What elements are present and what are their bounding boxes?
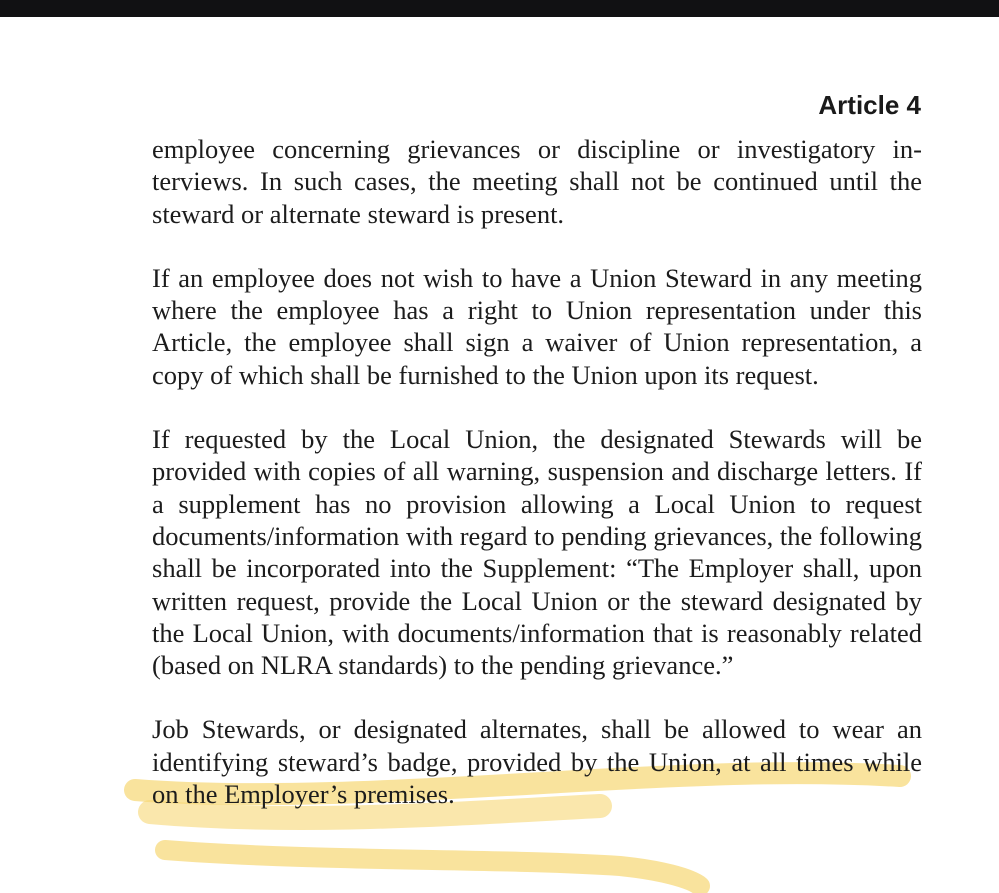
article-header: Article 4 — [818, 90, 921, 120]
paragraph-3: If requested by the Local Union, the designated Stewards will be provided with copies of all warning, suspension and discharge letters. If a supplement has no provision allowing a Local Union to request documents/information with regard to pending grievances, the following shall be incorporated into the Supplement: “The Employer shall, upon written request, provide the Local Union or the steward designated by the Local Union, with documents/information that is reasonably related (based on NLRA standards) to the pending grievance.” — [152, 424, 922, 681]
highlight-stroke-3 — [165, 850, 700, 886]
top-bar — [0, 0, 999, 17]
paragraph-1: employee concerning grievances or discipline or investigatory interviews. In such cases, the meeting shall not be continued until the steward or alternate steward is present. — [152, 134, 922, 229]
paragraph-2: If an employee does not wish to have a Union Steward in any meeting where the employee has a right to Union representation under this Article, the employee shall sign a waiver of Union representation, a copy of which shall be furnished to the Union upon its request. — [152, 262, 922, 390]
body-text — [152, 133, 922, 842]
paragraph-4: Job Stewards, or designated alternates, shall be allowed to wear an identifying steward’s badge, provided by the Union, at all times while on the Employer’s premises. — [152, 714, 922, 810]
